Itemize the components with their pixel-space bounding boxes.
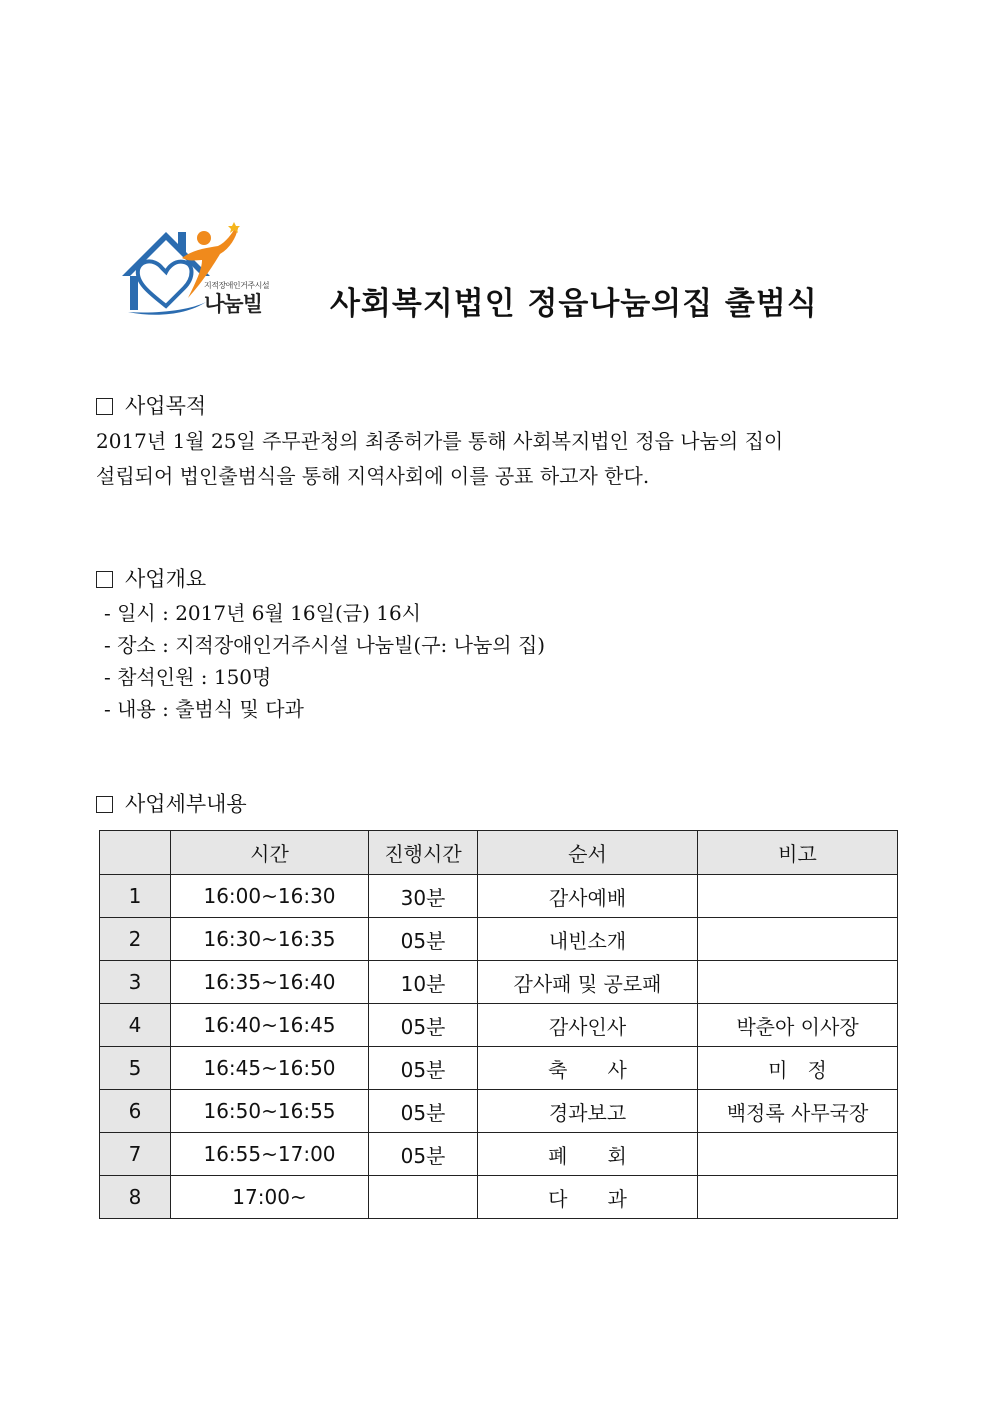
row-time: 16:30~16:35 — [171, 918, 369, 961]
row-note — [698, 961, 898, 1004]
header-cell-time: 시간 — [171, 831, 369, 875]
row-order: 감사패 및 공로패 — [478, 961, 698, 1004]
row-number: 1 — [100, 875, 171, 918]
row-time: 16:50~16:55 — [171, 1090, 369, 1133]
row-time: 16:40~16:45 — [171, 1004, 369, 1047]
row-duration: 05분 — [369, 1004, 478, 1047]
table-header-row — [100, 831, 898, 875]
document-title: 사회복지법인 정읍나눔의집 출범식 — [330, 286, 818, 322]
row-note: 미 정 — [698, 1047, 898, 1090]
row-note: 박춘아 이사장 — [698, 1004, 898, 1047]
checkbox-square-icon — [96, 398, 113, 415]
row-note — [698, 1133, 898, 1176]
row-time: 16:45~16:50 — [171, 1047, 369, 1090]
table-row — [100, 1090, 898, 1133]
header-cell-note: 비고 — [698, 831, 898, 875]
overview-item-place: - 장소 : 지적장애인거주시설 나눔빌(구: 나눔의 집) — [104, 633, 546, 657]
row-number: 6 — [100, 1090, 171, 1133]
header-cell-number — [100, 831, 171, 875]
details-heading-text: 사업세부내용 — [125, 792, 247, 816]
row-time: 16:55~17:00 — [171, 1133, 369, 1176]
row-duration: 30분 — [369, 875, 478, 918]
table-row — [100, 1133, 898, 1176]
details-heading — [96, 788, 247, 818]
row-order: 축 사 — [478, 1047, 698, 1090]
table-row — [100, 1047, 898, 1090]
purpose-line-1: 2017년 1월 25일 주무관청의 최종허가를 통해 사회복지법인 정읍 나눔의 집이 — [96, 429, 784, 453]
row-duration — [369, 1176, 478, 1219]
row-number: 4 — [100, 1004, 171, 1047]
overview-heading-text: 사업개요 — [125, 567, 207, 591]
row-number: 5 — [100, 1047, 171, 1090]
row-note: 백정록 사무국장 — [698, 1090, 898, 1133]
overview-heading — [96, 563, 206, 593]
row-duration: 05분 — [369, 918, 478, 961]
row-duration: 05분 — [369, 1047, 478, 1090]
table-row — [100, 875, 898, 918]
purpose-line-2: 설립되어 법인출범식을 통해 지역사회에 이를 공표 하고자 한다. — [96, 464, 650, 488]
row-number: 7 — [100, 1133, 171, 1176]
checkbox-square-icon — [96, 796, 113, 813]
org-logo — [118, 218, 278, 318]
row-order: 감사인사 — [478, 1004, 698, 1047]
table-row — [100, 918, 898, 961]
row-note — [698, 918, 898, 961]
row-order: 내빈소개 — [478, 918, 698, 961]
overview-item-attendees: - 참석인원 : 150명 — [104, 665, 272, 689]
row-order: 감사예배 — [478, 875, 698, 918]
purpose-heading — [96, 390, 206, 420]
logo-subtitle: 지적장애인거주시설 — [204, 281, 270, 290]
row-time: 16:35~16:40 — [171, 961, 369, 1004]
row-duration: 10분 — [369, 961, 478, 1004]
row-order: 경과보고 — [478, 1090, 698, 1133]
table-row — [100, 961, 898, 1004]
row-duration: 05분 — [369, 1090, 478, 1133]
row-number: 2 — [100, 918, 171, 961]
row-time: 17:00~ — [171, 1176, 369, 1219]
overview-item-date: - 일시 : 2017년 6월 16일(금) 16시 — [104, 601, 422, 625]
row-time: 16:00~16:30 — [171, 875, 369, 918]
row-number: 8 — [100, 1176, 171, 1219]
schedule-table — [99, 830, 898, 1219]
row-note — [698, 875, 898, 918]
checkbox-square-icon — [96, 571, 113, 588]
row-order: 폐 회 — [478, 1133, 698, 1176]
logo-name: 나눔빌 — [204, 292, 262, 316]
overview-item-content: - 내용 : 출범식 및 다과 — [104, 697, 304, 721]
row-order: 다 과 — [478, 1176, 698, 1219]
table-row — [100, 1176, 898, 1219]
purpose-heading-text: 사업목적 — [125, 394, 207, 418]
row-duration: 05분 — [369, 1133, 478, 1176]
header-cell-order: 순서 — [478, 831, 698, 875]
table-row — [100, 1004, 898, 1047]
header-cell-duration: 진행시간 — [369, 831, 478, 875]
row-number: 3 — [100, 961, 171, 1004]
row-note — [698, 1176, 898, 1219]
